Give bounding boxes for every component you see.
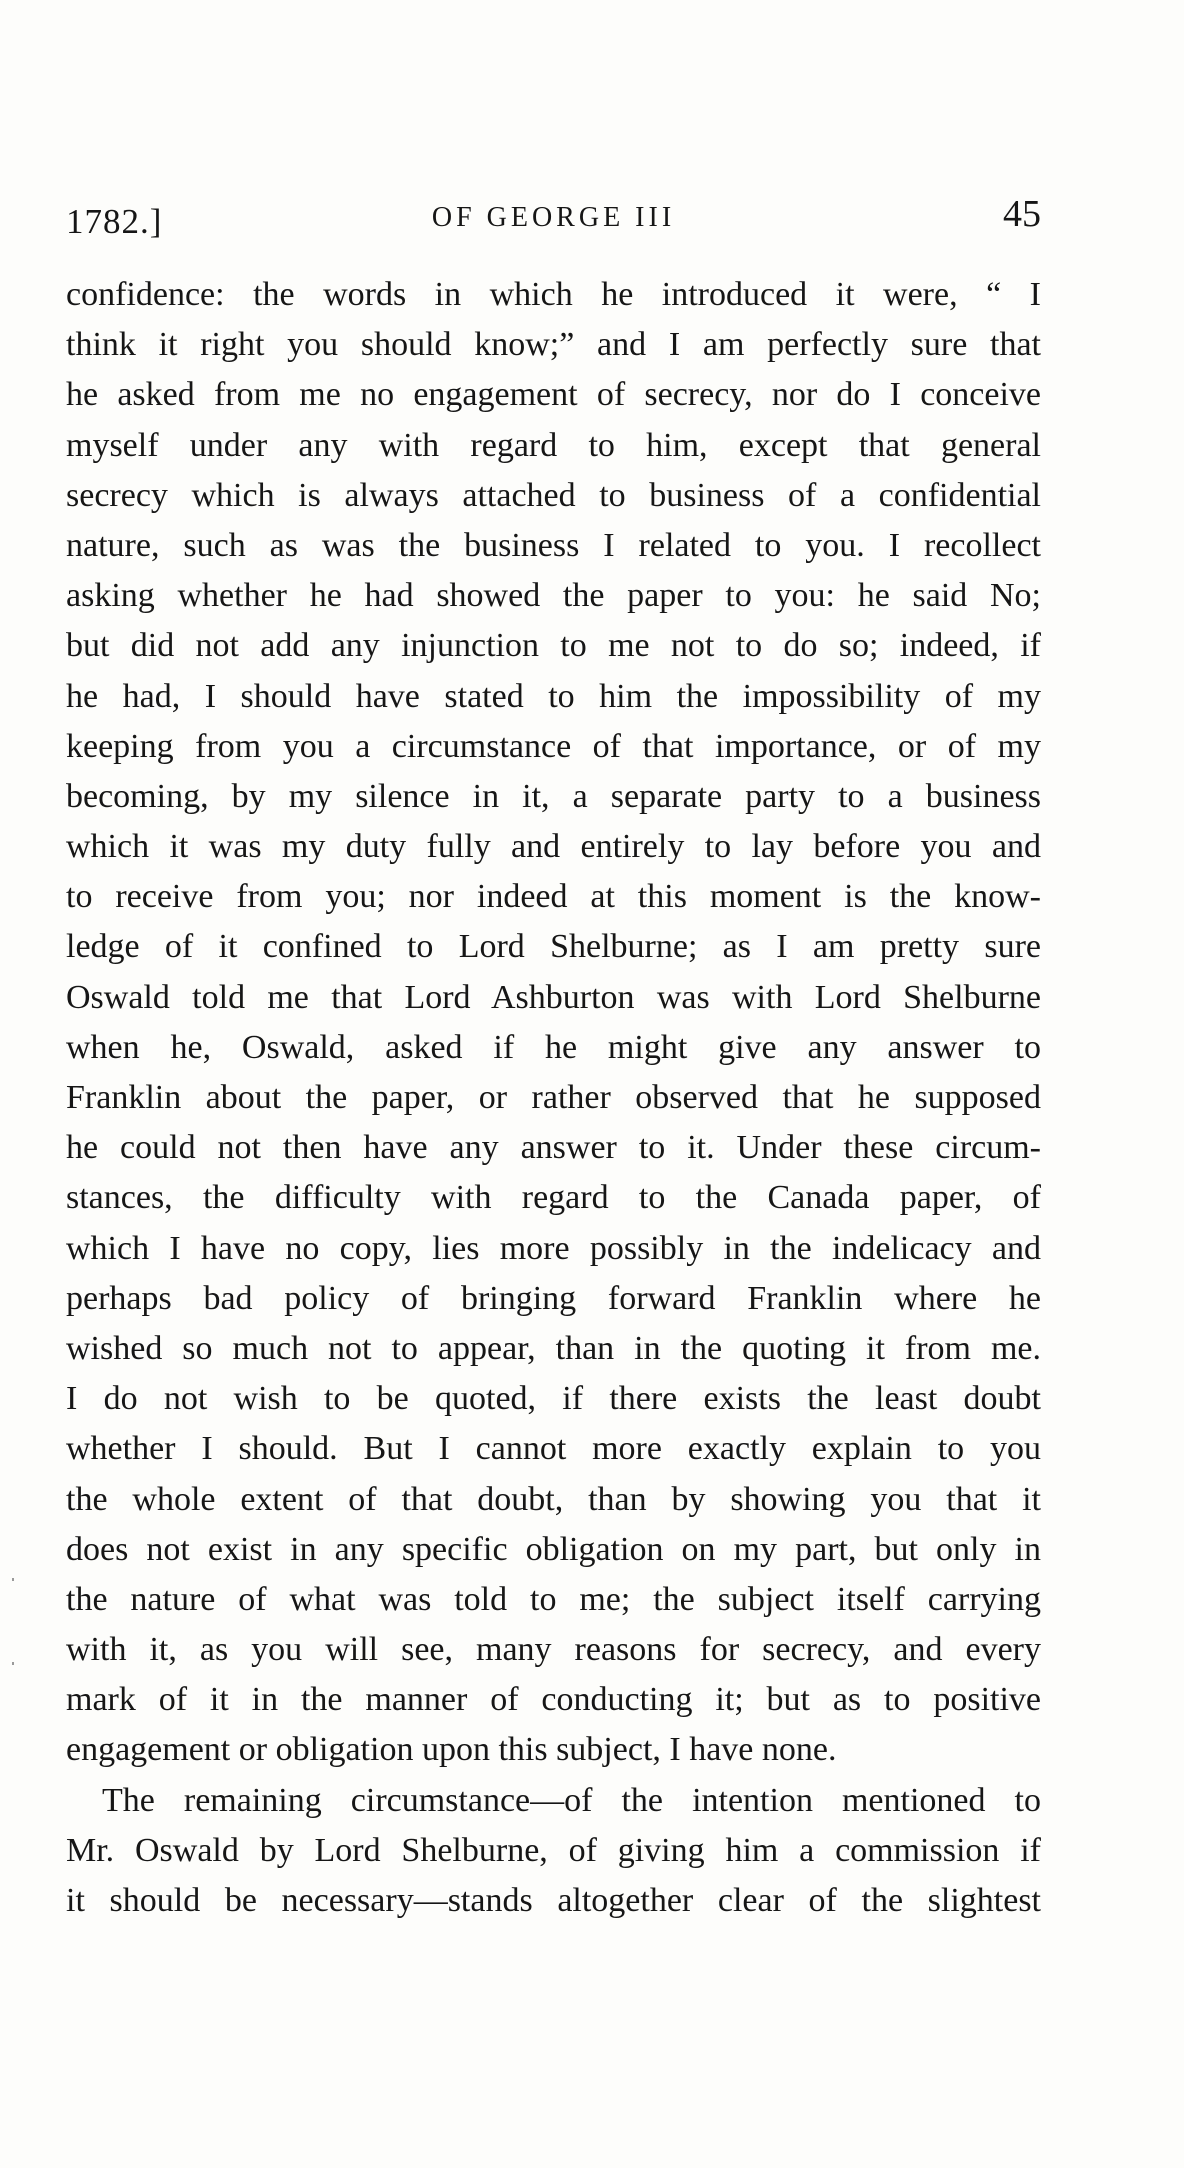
text-line: nature, such as was the business I related to you. I recollect xyxy=(66,526,1041,564)
text-line: which I have no copy, lies more possibly in the indelicacy and xyxy=(66,1229,1041,1267)
running-head xyxy=(66,192,1041,244)
text-line: Oswald told me that Lord Ashburton was with Lord Shelburne xyxy=(66,978,1041,1016)
text-line: think it right you should know;” and I am perfectly sure that xyxy=(66,326,1041,364)
running-head-title: OF GEORGE III xyxy=(431,202,676,233)
text-line: secrecy which is always attached to business of a confidential xyxy=(66,476,1041,514)
text-line: ledge of it confined to Lord Shelburne; as I am pretty sure xyxy=(66,928,1041,966)
text-line: The remaining circumstance—of the intention mentioned to xyxy=(102,1781,1041,1819)
text-line: the nature of what was told to me; the subject itself carrying xyxy=(66,1580,1041,1618)
page-number: 45 xyxy=(1003,193,1041,235)
paragraph xyxy=(66,270,1041,1776)
text-line: whether I should. But I cannot more exactly explain to you xyxy=(66,1430,1041,1468)
text-line: the whole extent of that doubt, than by showing you that it xyxy=(66,1480,1041,1518)
text-line: but did not add any injunction to me not to do so; indeed, if xyxy=(66,627,1041,665)
text-line: myself under any with regard to him, except that general xyxy=(66,426,1041,464)
text-line: he had, I should have stated to him the impossibility of my xyxy=(66,677,1041,715)
text-line: mark of it in the manner of conducting it; but as to positive xyxy=(66,1681,1041,1719)
text-line: when he, Oswald, asked if he might give any answer to xyxy=(66,1028,1041,1066)
paragraph xyxy=(66,1776,1041,1927)
margin-tick-mark xyxy=(12,1662,14,1665)
text-line: Mr. Oswald by Lord Shelburne, of giving him a commission if xyxy=(66,1831,1041,1869)
body-text xyxy=(66,270,1041,1926)
text-line: becoming, by my silence in it, a separate party to a business xyxy=(66,777,1041,815)
text-line: he could not then have any answer to it. Under these circum- xyxy=(66,1129,1041,1167)
text-line: to receive from you; nor indeed at this moment is the know- xyxy=(66,878,1041,916)
text-line: it should be necessary—stands altogether clear of the slightest xyxy=(66,1882,1041,1919)
text-line: Franklin about the paper, or rather observed that he supposed xyxy=(66,1079,1041,1116)
text-line: asking whether he had showed the paper to you: he said No; xyxy=(66,577,1041,615)
margin-tick-mark xyxy=(12,1578,14,1581)
text-line: confidence: the words in which he introduced it were, “ I xyxy=(66,276,1041,313)
text-line: keeping from you a circumstance of that importance, or of my xyxy=(66,727,1041,765)
text-line: I do not wish to be quoted, if there exists the least doubt xyxy=(66,1380,1041,1418)
text-line: wished so much not to appear, than in the quoting it from me. xyxy=(66,1329,1041,1367)
text-line: stances, the difficulty with regard to the Canada paper, of xyxy=(66,1179,1041,1217)
text-line: which it was my duty fully and entirely to lay before you and xyxy=(66,828,1041,866)
text-line: perhaps bad policy of bringing forward Franklin where he xyxy=(66,1279,1041,1317)
text-line: with it, as you will see, many reasons for secrecy, and every xyxy=(66,1631,1041,1669)
text-line: he asked from me no engagement of secrecy, nor do I conceive xyxy=(66,376,1041,414)
running-head-year: 1782.] xyxy=(66,202,163,241)
text-line: does not exist in any specific obligation on my part, but only in xyxy=(66,1530,1041,1568)
text-line: engagement or obligation upon this subject, I have none. xyxy=(66,1731,837,1769)
